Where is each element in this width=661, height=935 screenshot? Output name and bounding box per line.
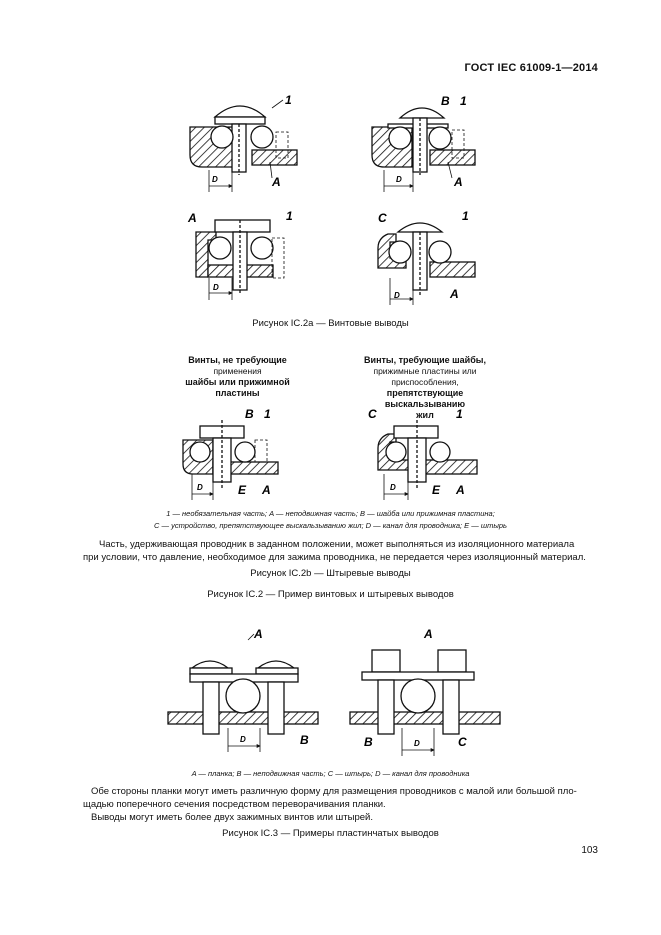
label-a7: A	[254, 627, 263, 641]
label-1e: 1	[264, 407, 271, 421]
label-d7: D	[240, 735, 246, 744]
right-column-header: Винты, требующие шайбы, прижимные пластины или приспособления, препятствующие выскальзыванию жил	[364, 355, 486, 420]
label-b4: B	[364, 735, 373, 749]
label-1b: 1	[460, 94, 467, 108]
label-a2: A	[454, 175, 463, 189]
label-1d: 1	[462, 209, 469, 223]
label-d6: D	[390, 483, 396, 492]
label-1f: 1	[456, 407, 463, 421]
label-c: C	[378, 211, 387, 225]
standard-designation: ГОСТ IEC 61009-1—2014	[464, 62, 598, 74]
label-e: E	[238, 483, 247, 497]
left-column-header: Винты, не требующие применения шайбы или прижимной пластины	[185, 355, 290, 398]
label-a6: A	[456, 483, 465, 497]
label-a5: A	[262, 483, 271, 497]
note-ic2b: Часть, удерживающая проводник в заданном положении, может выполняться из изоляционного материала при условии, что давление, необходимое для зажима проводника, не передается через изоляционный материал.	[83, 539, 586, 563]
label-e2: E	[432, 483, 441, 497]
screw-terminal-3	[196, 220, 284, 300]
screw-terminal-4	[378, 223, 475, 305]
legend-ic3: A — планка; B — неподвижная часть; C — штырь; D — канал для проводника	[191, 769, 470, 778]
legend-ic2b: 1 — необязательная часть; A — неподвижная часть; B — шайба или прижимная пластина; C — устройство, препятствующее выскальзыванию жил; D — канал для проводника; E — штырь	[154, 509, 507, 530]
label-b3: B	[300, 733, 309, 747]
label-d8: D	[414, 739, 420, 748]
label-1: 1	[285, 93, 292, 107]
label-d: D	[212, 175, 218, 184]
caption-ic2a: Рисунок IC.2a — Винтовые выводы	[252, 318, 409, 329]
label-d4: D	[394, 291, 400, 300]
caption-ic2b: Рисунок IC.2b — Штыревые выводы	[250, 568, 411, 579]
label-a: A	[272, 175, 281, 189]
label-c2: C	[368, 407, 377, 421]
caption-ic2: Рисунок IC.2 — Пример винтовых и штыревых выводов	[207, 589, 454, 600]
label-a8: A	[424, 627, 433, 641]
label-a4: A	[450, 287, 459, 301]
page-number: 103	[581, 845, 598, 856]
screw-terminal-1	[190, 100, 297, 192]
label-1c: 1	[286, 209, 293, 223]
note-ic3: Обе стороны планки могут иметь различную форму для размещения проводников с малой или большой пло- щадью поперечного сечения посредством переворачивания планки. Выводы могут иметь более двух зажимных винтов или штырей.	[83, 786, 577, 823]
label-b: B	[441, 94, 450, 108]
label-d5: D	[197, 483, 203, 492]
label-a3: A	[188, 211, 197, 225]
label-c3: C	[458, 735, 467, 749]
label-d2: D	[396, 175, 402, 184]
caption-ic3: Рисунок IC.3 — Примеры пластинчатых выводов	[222, 828, 439, 839]
label-d3: D	[213, 283, 219, 292]
label-b2: B	[245, 407, 254, 421]
